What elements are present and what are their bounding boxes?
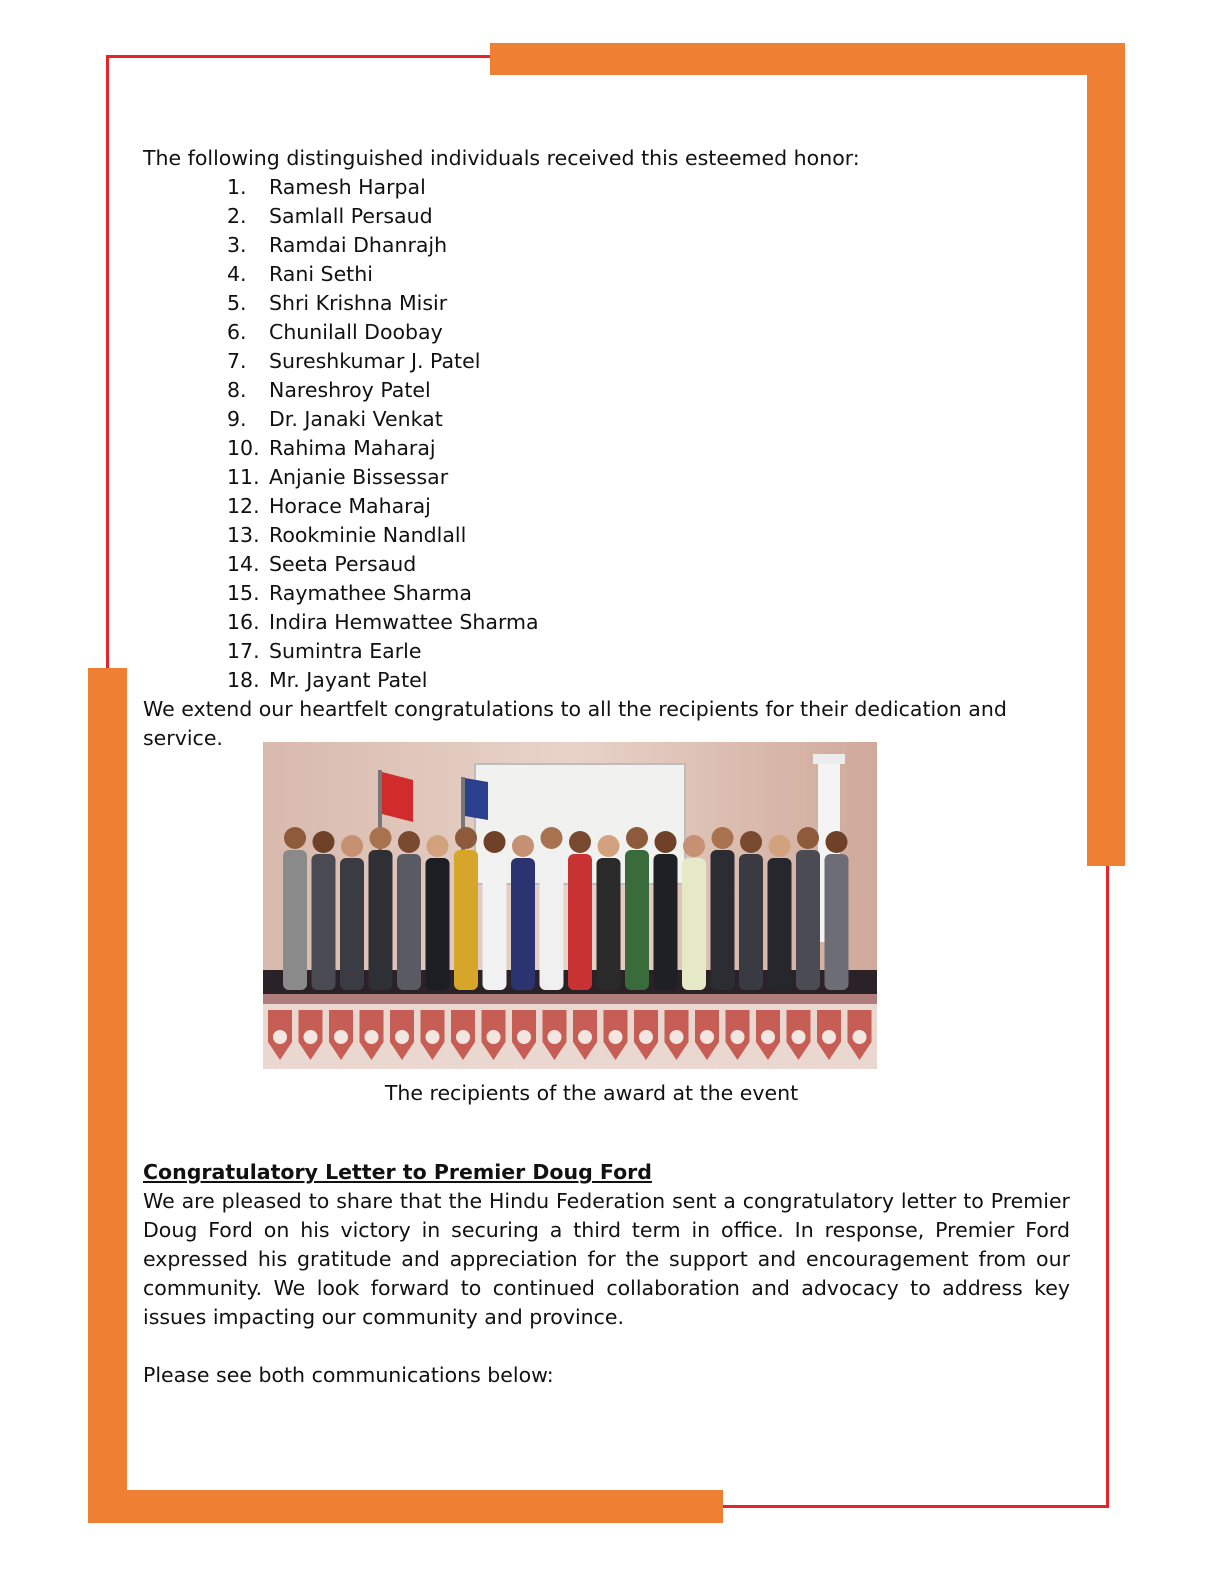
list-item-name: Horace Maharaj	[269, 494, 431, 518]
letter-footer: Please see both communications below:	[143, 1363, 554, 1387]
list-item-name: Sumintra Earle	[269, 639, 422, 663]
list-item-name: Rahima Maharaj	[269, 436, 436, 460]
list-item-number: 1.	[227, 175, 247, 199]
list-item-number: 11.	[227, 465, 260, 489]
list-item	[143, 347, 1070, 376]
list-item	[143, 521, 1070, 550]
honorees-section	[143, 144, 1070, 753]
list-item	[143, 463, 1070, 492]
letter-section	[143, 1158, 1070, 1390]
list-item-number: 2.	[227, 204, 247, 228]
list-item-number: 5.	[227, 291, 247, 315]
group-photo-illustration	[263, 742, 877, 1069]
list-item-number: 3.	[227, 233, 247, 257]
list-item	[143, 579, 1070, 608]
list-item-number: 17.	[227, 639, 260, 663]
list-item	[143, 405, 1070, 434]
frame-right-red-line	[1106, 866, 1109, 1508]
intro-text: The following distinguished individuals received this esteemed honor:	[143, 146, 860, 170]
frame-top-orange-bar	[490, 43, 1125, 75]
list-item	[143, 289, 1070, 318]
list-item-number: 6.	[227, 320, 247, 344]
list-item-number: 7.	[227, 349, 247, 373]
frame-left-red-line	[106, 55, 109, 668]
list-item	[143, 260, 1070, 289]
event-photo	[263, 742, 877, 1069]
congratulations-text: We extend our heartfelt congratulations to all the recipients for their dedication and service.	[143, 697, 1007, 750]
letter-heading: Congratulatory Letter to Premier Doug Ford	[143, 1160, 652, 1184]
list-item-name: Nareshroy Patel	[269, 378, 431, 402]
frame-top-red-line	[106, 55, 492, 58]
photo-caption: The recipients of the award at the event	[384, 1081, 799, 1105]
list-item	[143, 376, 1070, 405]
frame-right-orange-bar	[1087, 43, 1125, 866]
list-item-name: Ramdai Dhanrajh	[269, 233, 448, 257]
list-item-number: 16.	[227, 610, 260, 634]
list-item-name: Anjanie Bissessar	[269, 465, 449, 489]
list-item	[143, 173, 1070, 202]
list-item-name: Dr. Janaki Venkat	[269, 407, 443, 431]
frame-bottom-red-line	[722, 1505, 1109, 1508]
list-item-name: Samlall Persaud	[269, 204, 433, 228]
list-item	[143, 318, 1070, 347]
list-item-number: 13.	[227, 523, 260, 547]
list-item-name: Sureshkumar J. Patel	[269, 349, 481, 373]
list-item	[143, 231, 1070, 260]
list-item-name: Shri Krishna Misir	[269, 291, 448, 315]
list-item-name: Mr. Jayant Patel	[269, 668, 428, 692]
list-item-number: 4.	[227, 262, 247, 286]
list-item-name: Chunilall Doobay	[269, 320, 443, 344]
list-item-number: 9.	[227, 407, 247, 431]
list-item-name: Rani Sethi	[269, 262, 373, 286]
list-item	[143, 666, 1070, 695]
list-item-number: 10.	[227, 436, 260, 460]
list-item-name: Seeta Persaud	[269, 552, 417, 576]
list-item	[143, 434, 1070, 463]
list-item	[143, 608, 1070, 637]
list-item-name: Raymathee Sharma	[269, 581, 472, 605]
letter-body: We are pleased to share that the Hindu Federation sent a congratulatory letter to Premier Doug Ford on his victory in securing a third term in office. In response, Premier Ford expressed his gratitude and appreciation for the support and encouragement from our community. We look forward to continued collaboration and advocacy to address key issues impacting our community and province.	[143, 1189, 1070, 1329]
list-item-number: 12.	[227, 494, 260, 518]
list-item-number: 8.	[227, 378, 247, 402]
frame-bottom-orange-bar	[88, 1490, 723, 1523]
list-item-number: 14.	[227, 552, 260, 576]
list-item	[143, 492, 1070, 521]
list-item-number: 15.	[227, 581, 260, 605]
list-item	[143, 550, 1070, 579]
list-item	[143, 637, 1070, 666]
honorees-list	[143, 173, 1070, 695]
list-item-number: 18.	[227, 668, 260, 692]
list-item-name: Ramesh Harpal	[269, 175, 426, 199]
list-item	[143, 202, 1070, 231]
list-item-name: Indira Hemwattee Sharma	[269, 610, 539, 634]
list-item-name: Rookminie Nandlall	[269, 523, 467, 547]
